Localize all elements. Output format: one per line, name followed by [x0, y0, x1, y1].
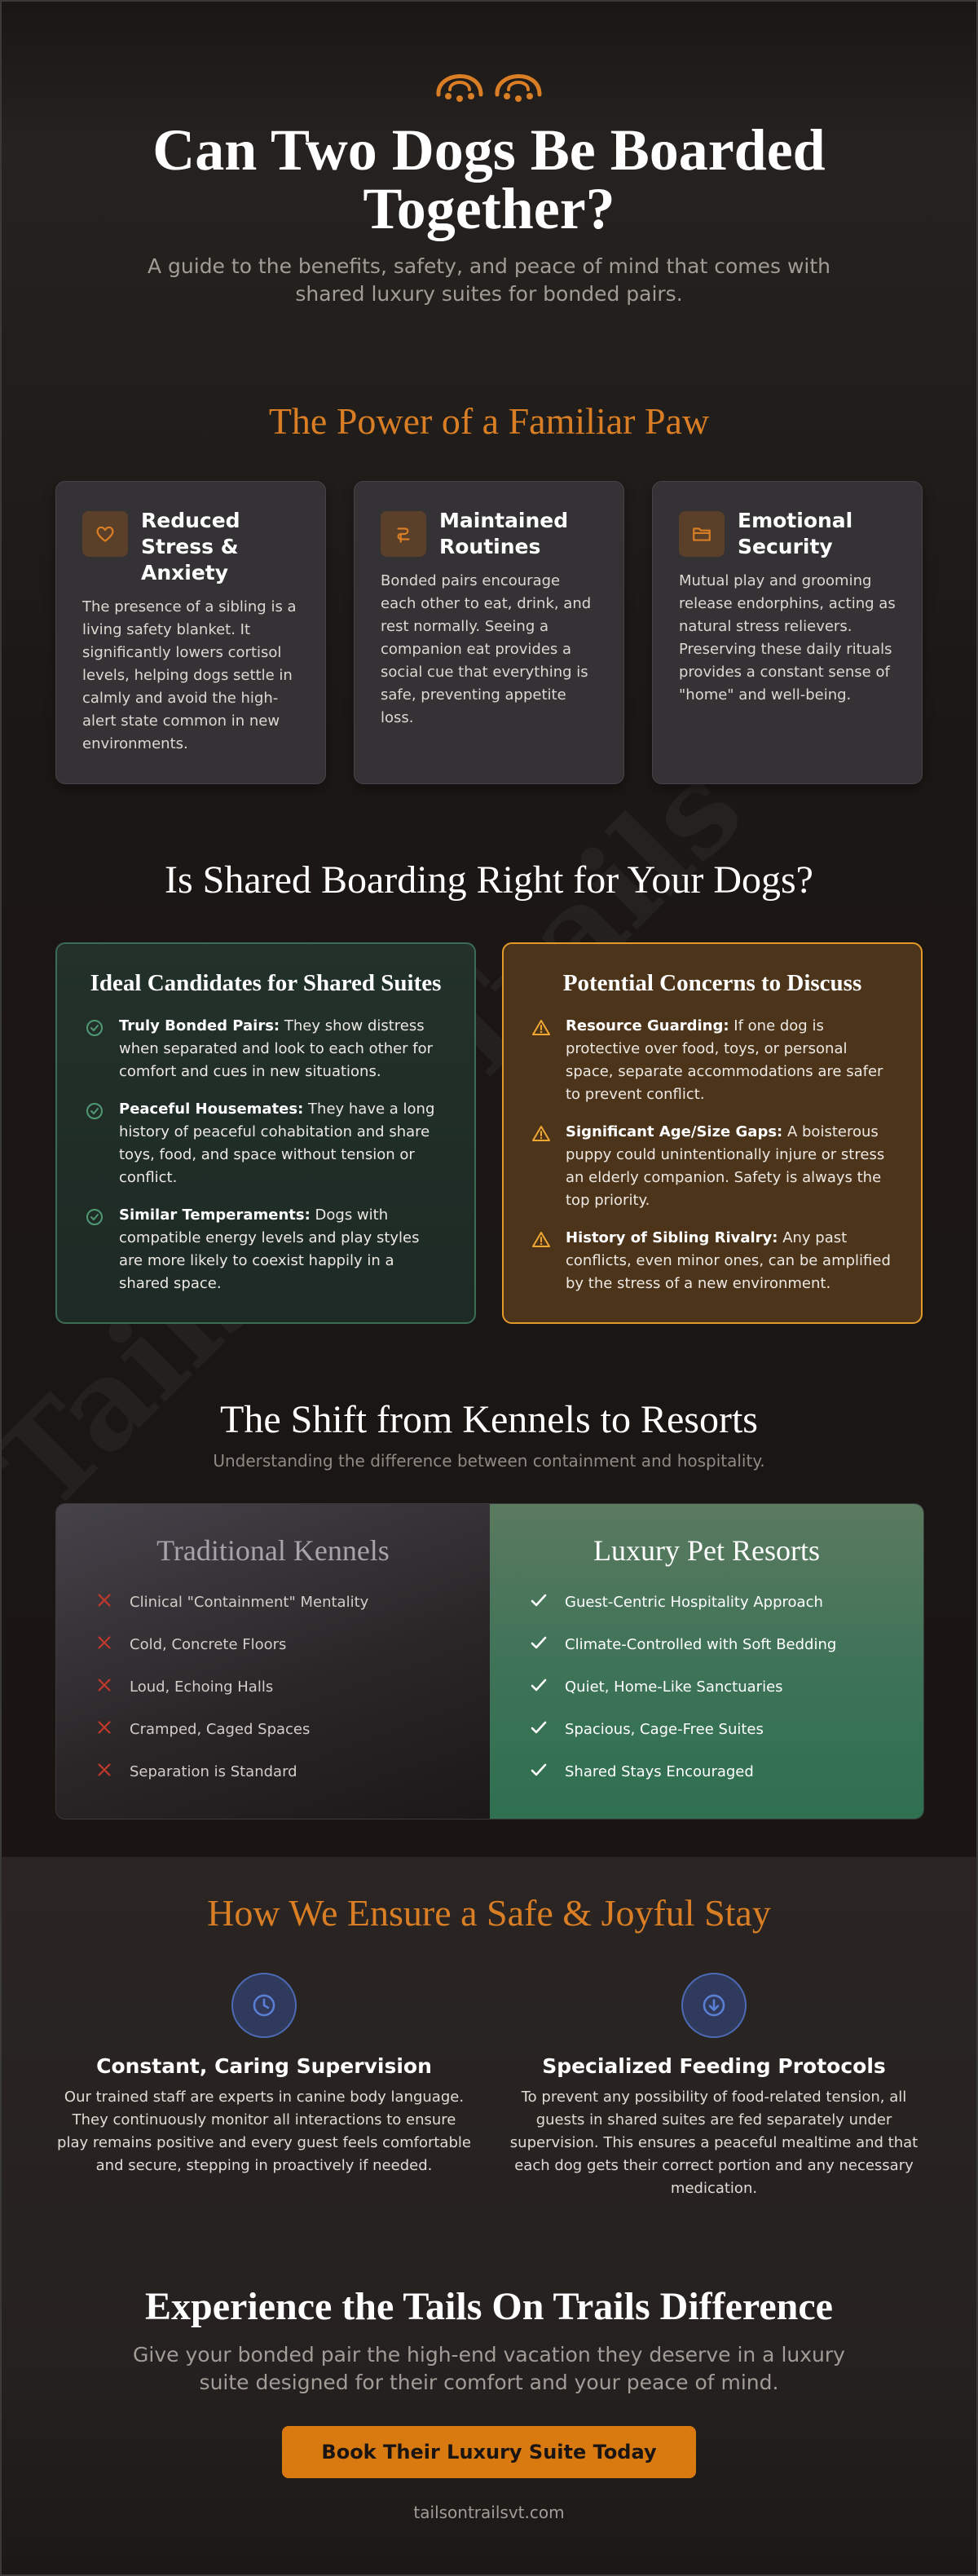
resort-feature: Quiet, Home-Like Sanctuaries	[565, 1678, 783, 1696]
x-icon	[95, 1761, 113, 1783]
potential-concerns-panel	[502, 942, 923, 1324]
resort-feature: Guest-Centric Hospitality Approach	[565, 1593, 823, 1611]
benefit-card-body: Mutual play and grooming release endorphins, acting as natural stress relievers. Preserving these daily rituals provides a constant sense of "home" and well-being.	[679, 572, 896, 704]
feature-title: Constant, Caring Supervision	[96, 2054, 432, 2078]
paw-pair-icon	[2, 60, 976, 103]
ideal-candidates-panel	[55, 942, 476, 1324]
feature-supervision	[55, 1973, 473, 2200]
folder-icon	[679, 511, 725, 557]
resort-feature: Spacious, Cage-Free Suites	[565, 1720, 764, 1738]
check-circle-icon	[85, 1101, 104, 1189]
list-item	[531, 1227, 893, 1295]
list-item	[95, 1623, 451, 1665]
item-label: Significant Age/Size Gaps:	[566, 1123, 783, 1140]
item-text: They have a long history of peaceful cohabitation and share toys, food, and space without tension or conflict.	[119, 1101, 435, 1186]
benefit-card-routines	[354, 481, 624, 784]
feature-body: Our trained staff are experts in canine body language. They continuously monitor all interactions to ensure play remains positive and every guest feels comfortable and secure, stepping in proactively if needed.	[57, 2089, 471, 2174]
x-icon	[95, 1676, 113, 1698]
shift-section-subtitle: Understanding the difference between containment and hospitality.	[213, 1451, 765, 1471]
list-item	[85, 1098, 447, 1189]
resort-feature: Shared Stays Encouraged	[565, 1762, 754, 1780]
benefit-cards	[55, 481, 923, 784]
ideal-panel-title: Ideal Candidates for Shared Suites	[90, 970, 442, 996]
resorts-title: Luxury Pet Resorts	[593, 1534, 820, 1567]
suitability-panels	[55, 942, 923, 1324]
kennels-column	[56, 1504, 490, 1819]
safe-section-title: How We Ensure a Safe & Joyful Stay	[207, 1892, 771, 1934]
resorts-column	[490, 1504, 923, 1819]
resort-feature: Climate-Controlled with Soft Bedding	[565, 1635, 837, 1653]
cta-subtitle: Give your bonded pair the high-end vacation they deserve in a luxury suite designed for their comfort and your peace of mind.	[133, 2343, 845, 2394]
list-item	[85, 1204, 447, 1295]
kennel-feature: Cold, Concrete Floors	[130, 1635, 287, 1653]
list-item	[85, 1015, 447, 1083]
x-icon	[95, 1634, 113, 1656]
kennels-title: Traditional Kennels	[156, 1534, 390, 1567]
kennel-feature: Clinical "Containment" Mentality	[130, 1593, 369, 1611]
list-item	[529, 1708, 884, 1750]
item-text: They show distress when separated and look to each other for comfort and cues in new situations.	[119, 1017, 434, 1080]
book-suite-button[interactable]: Book Their Luxury Suite Today	[282, 2426, 696, 2478]
benefit-card-body: The presence of a sibling is a living safety blanket. It significantly lowers cortisol levels, helping dogs settle in calmly and avoid the high-alert state common in new environments.	[82, 598, 297, 752]
clock-icon	[231, 1973, 297, 2038]
feature-title: Specialized Feeding Protocols	[542, 2054, 886, 2078]
list-item	[529, 1623, 884, 1665]
item-label: Truly Bonded Pairs:	[119, 1017, 280, 1034]
safety-features	[55, 1973, 923, 2200]
item-label: History of Sibling Rivalry:	[566, 1229, 778, 1246]
check-icon	[529, 1675, 548, 1699]
bowl-icon	[381, 511, 426, 557]
item-text: Dogs with compatible energy levels and play styles are more likely to coexist happily in a shared space.	[119, 1206, 420, 1292]
concerns-panel-title: Potential Concerns to Discuss	[562, 970, 862, 996]
warning-triangle-icon	[531, 1018, 551, 1106]
item-text: Any past conflicts, even minor ones, can be amplified by the stress of a new environment.	[566, 1229, 891, 1292]
kennel-feature: Separation is Standard	[130, 1762, 297, 1780]
check-icon	[529, 1633, 548, 1656]
x-icon	[95, 1591, 113, 1613]
heart-icon	[82, 511, 128, 557]
site-url[interactable]: tailsontrailsvt.com	[413, 2503, 565, 2522]
item-label: Peaceful Housemates:	[119, 1101, 304, 1118]
check-circle-icon	[85, 1207, 104, 1295]
shift-section-title: The Shift from Kennels to Resorts	[220, 1398, 758, 1441]
check-icon	[529, 1590, 548, 1614]
benefit-card-title: Reduced Stress & Anxiety	[141, 509, 240, 584]
list-item	[531, 1015, 893, 1106]
check-icon	[529, 1760, 548, 1784]
benefit-card-title: Maintained Routines	[439, 509, 569, 558]
list-item	[95, 1665, 451, 1708]
benefit-card-body: Bonded pairs encourage each other to eat, drink, and rest normally. Seeing a companion eat provides a social cue that everything is safe, preventing appetite loss.	[381, 572, 592, 726]
item-text: A boisterous puppy could unintentionally injure or stress an elderly companion. Safety is always the top priority.	[566, 1123, 885, 1209]
x-icon	[95, 1718, 113, 1740]
list-item	[529, 1581, 884, 1623]
benefit-card-title: Emotional Security	[738, 509, 853, 558]
kennel-feature: Cramped, Caged Spaces	[130, 1720, 311, 1738]
warning-triangle-icon	[531, 1124, 551, 1212]
list-item	[95, 1708, 451, 1750]
check-icon	[529, 1718, 548, 1741]
comparison-table	[55, 1503, 924, 1820]
page-title: Can Two Dogs Be Boarded Together?	[152, 117, 826, 241]
feature-body: To prevent any possibility of food-related tension, all guests in shared suites are fed separately under supervision. This ensures a peaceful mealtime and that each dog gets their correct portion and any necessary medication.	[509, 2089, 919, 2197]
list-item	[529, 1665, 884, 1708]
benefit-card-security	[652, 481, 923, 784]
power-section-title: The Power of a Familiar Paw	[268, 400, 710, 442]
arrow-down-circle-icon	[681, 1973, 747, 2038]
list-item	[529, 1750, 884, 1793]
cta-title: Experience the Tails On Trails Difference	[145, 2285, 833, 2328]
feature-feeding	[505, 1973, 923, 2200]
hero	[2, 60, 976, 308]
item-text: If one dog is protective over food, toys, or personal space, separate accommodations are safer to prevent conflict.	[566, 1017, 883, 1103]
warning-triangle-icon	[531, 1230, 551, 1295]
kennel-feature: Loud, Echoing Halls	[130, 1678, 274, 1696]
benefit-card-stress	[55, 481, 326, 784]
item-label: Resource Guarding:	[566, 1017, 729, 1034]
right-for-title: Is Shared Boarding Right for Your Dogs?	[165, 858, 813, 902]
page-subtitle: A guide to the benefits, safety, and peace of mind that comes with shared luxury suites for bonded pairs.	[147, 254, 830, 306]
list-item	[95, 1581, 451, 1623]
item-label: Similar Temperaments:	[119, 1206, 311, 1224]
list-item	[95, 1750, 451, 1793]
check-circle-icon	[85, 1018, 104, 1083]
list-item	[531, 1121, 893, 1212]
